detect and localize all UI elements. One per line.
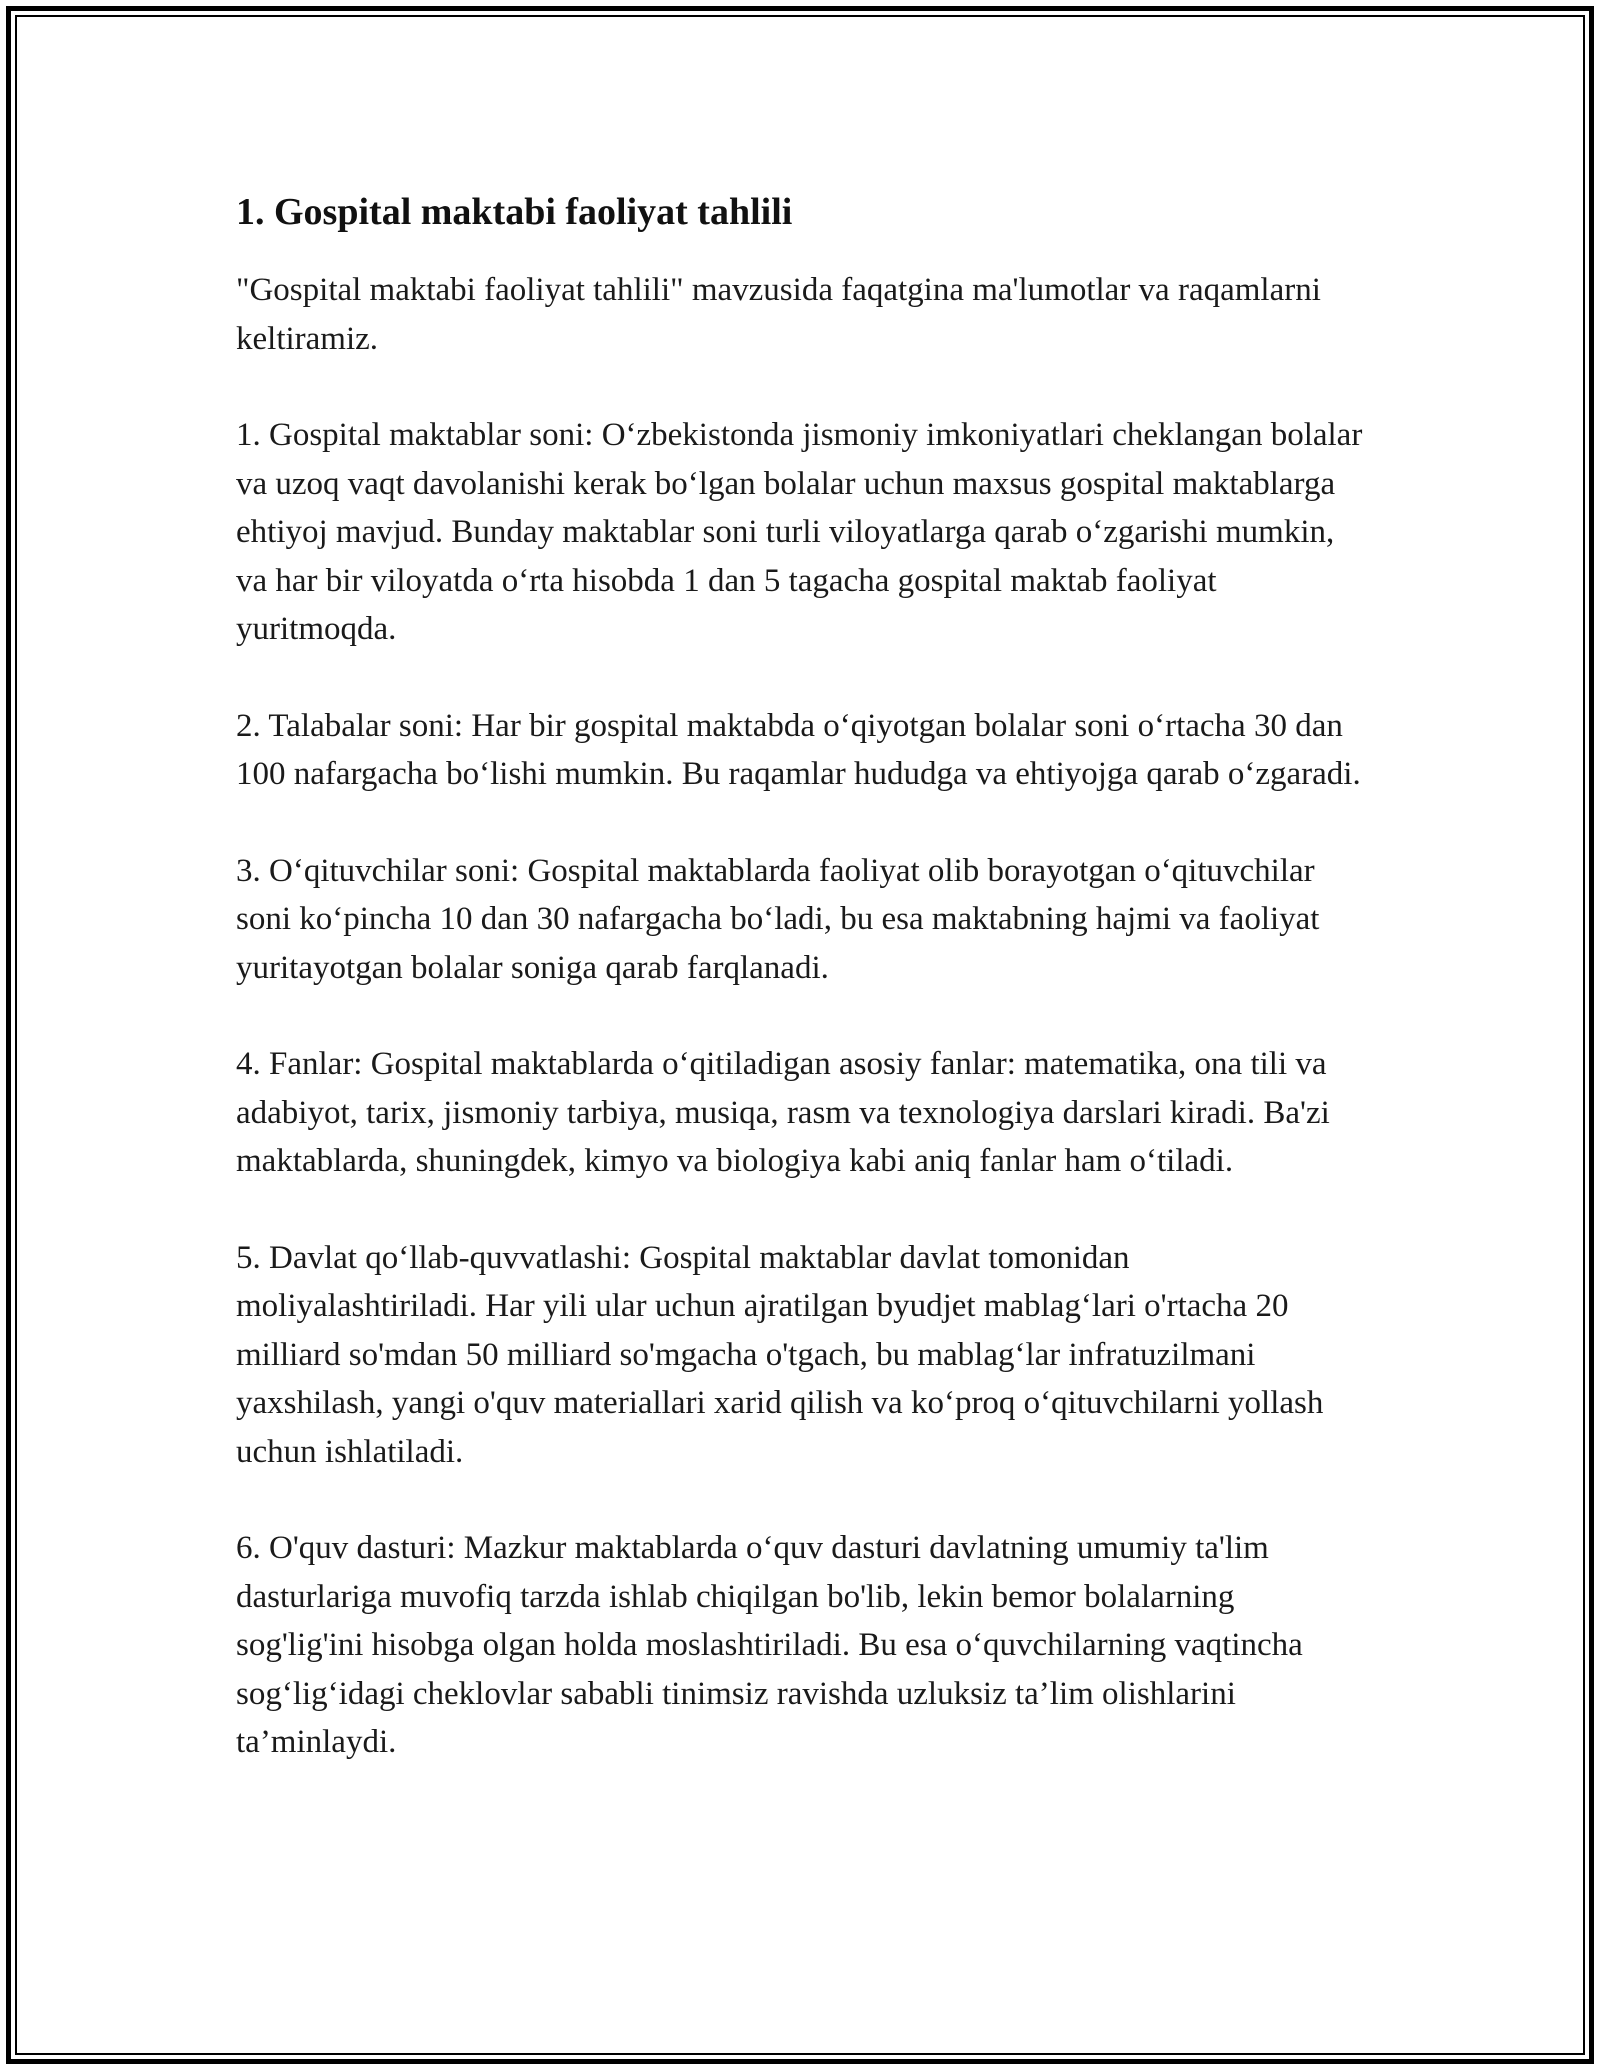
paragraph-state-support: 5. Davlat qo‘llab-quvvatlashi: Gospital maktablar davlat tomonidan moliyalashtiriladi. Har yili ular uchun ajratilgan byudjet mablag‘lari o'rtacha 20 milliard so'mdan 50 milliard so'mgacha o'tgach, bu mablag‘lar infratuzilmani yaxshilash, yangi o'quv materiallari xarid qilish va ko‘proq o‘qituvchilarni yollash uchun ishlatiladi. [236, 1239, 1324, 1470]
intro-paragraph: "Gospital maktabi faoliyat tahlili" mavzusida faqatgina ma'lumotlar va raqamlarni keltiramiz. [236, 272, 1321, 357]
paragraph-teacher-count: 3. O‘qituvchilar soni: Gospital maktablarda faoliyat olib borayotgan o‘qituvchilar soni ko‘pincha 10 dan 30 nafargacha bo‘ladi, bu esa maktabning hajmi va faoliyat yuritayotgan bolalar soniga qarab farqlanadi. [236, 852, 1320, 986]
paragraph-curriculum: 6. O'quv dasturi: Mazkur maktablarda o‘quv dasturi davlatning umumiy ta'lim dasturlariga muvofiq tarzda ishlab chiqilgan bo'lib, lekin bemor bolalarning sog'lig'ini hisobga olgan holda moslashtiriladi. Bu esa o‘quvchilarning vaqtincha sog‘lig‘idagi cheklovlar sababli tinimsiz ravishda uzluksiz ta’lim olishlarini ta’minlaydi. [236, 1530, 1303, 1760]
paragraph-subjects: 4. Fanlar: Gospital maktablarda o‘qitiladigan asosiy fanlar: matematika, ona tili va adabiyot, tarix, jismoniy tarbiya, musiqa, rasm va texnologiya darslari kiradi. Ba'zi maktablarda, shuningdek, kimyo va biologiya kabi aniq fanlar ham o‘tiladi. [236, 1046, 1330, 1179]
paragraph-school-count: 1. Gospital maktablar soni: O‘zbekistonda jismoniy imkoniyatlari cheklangan bolalar va uzoq vaqt davolanishi kerak bo‘lgan bolalar uchun maxsus gospital maktablarga ehtiyoj mavjud. Bunday maktablar soni turli viloyatlarga qarab o‘zgarishi mumkin, va har bir viloyatda o‘rta hisobda 1 dan 5 tagacha gospital maktab faoliyat yuritmoqda. [236, 417, 1363, 647]
document-title: 1. Gospital maktabi faoliyat tahlili [236, 191, 793, 233]
document-body [236, 188, 1364, 1815]
paragraph-student-count: 2. Talabalar soni: Har bir gospital maktabda o‘qiyotgan bolalar soni o‘rtacha 30 dan 100 nafargacha bo‘lishi mumkin. Bu raqamlar hududga va ehtiyojga qarab o‘zgaradi. [236, 707, 1361, 792]
